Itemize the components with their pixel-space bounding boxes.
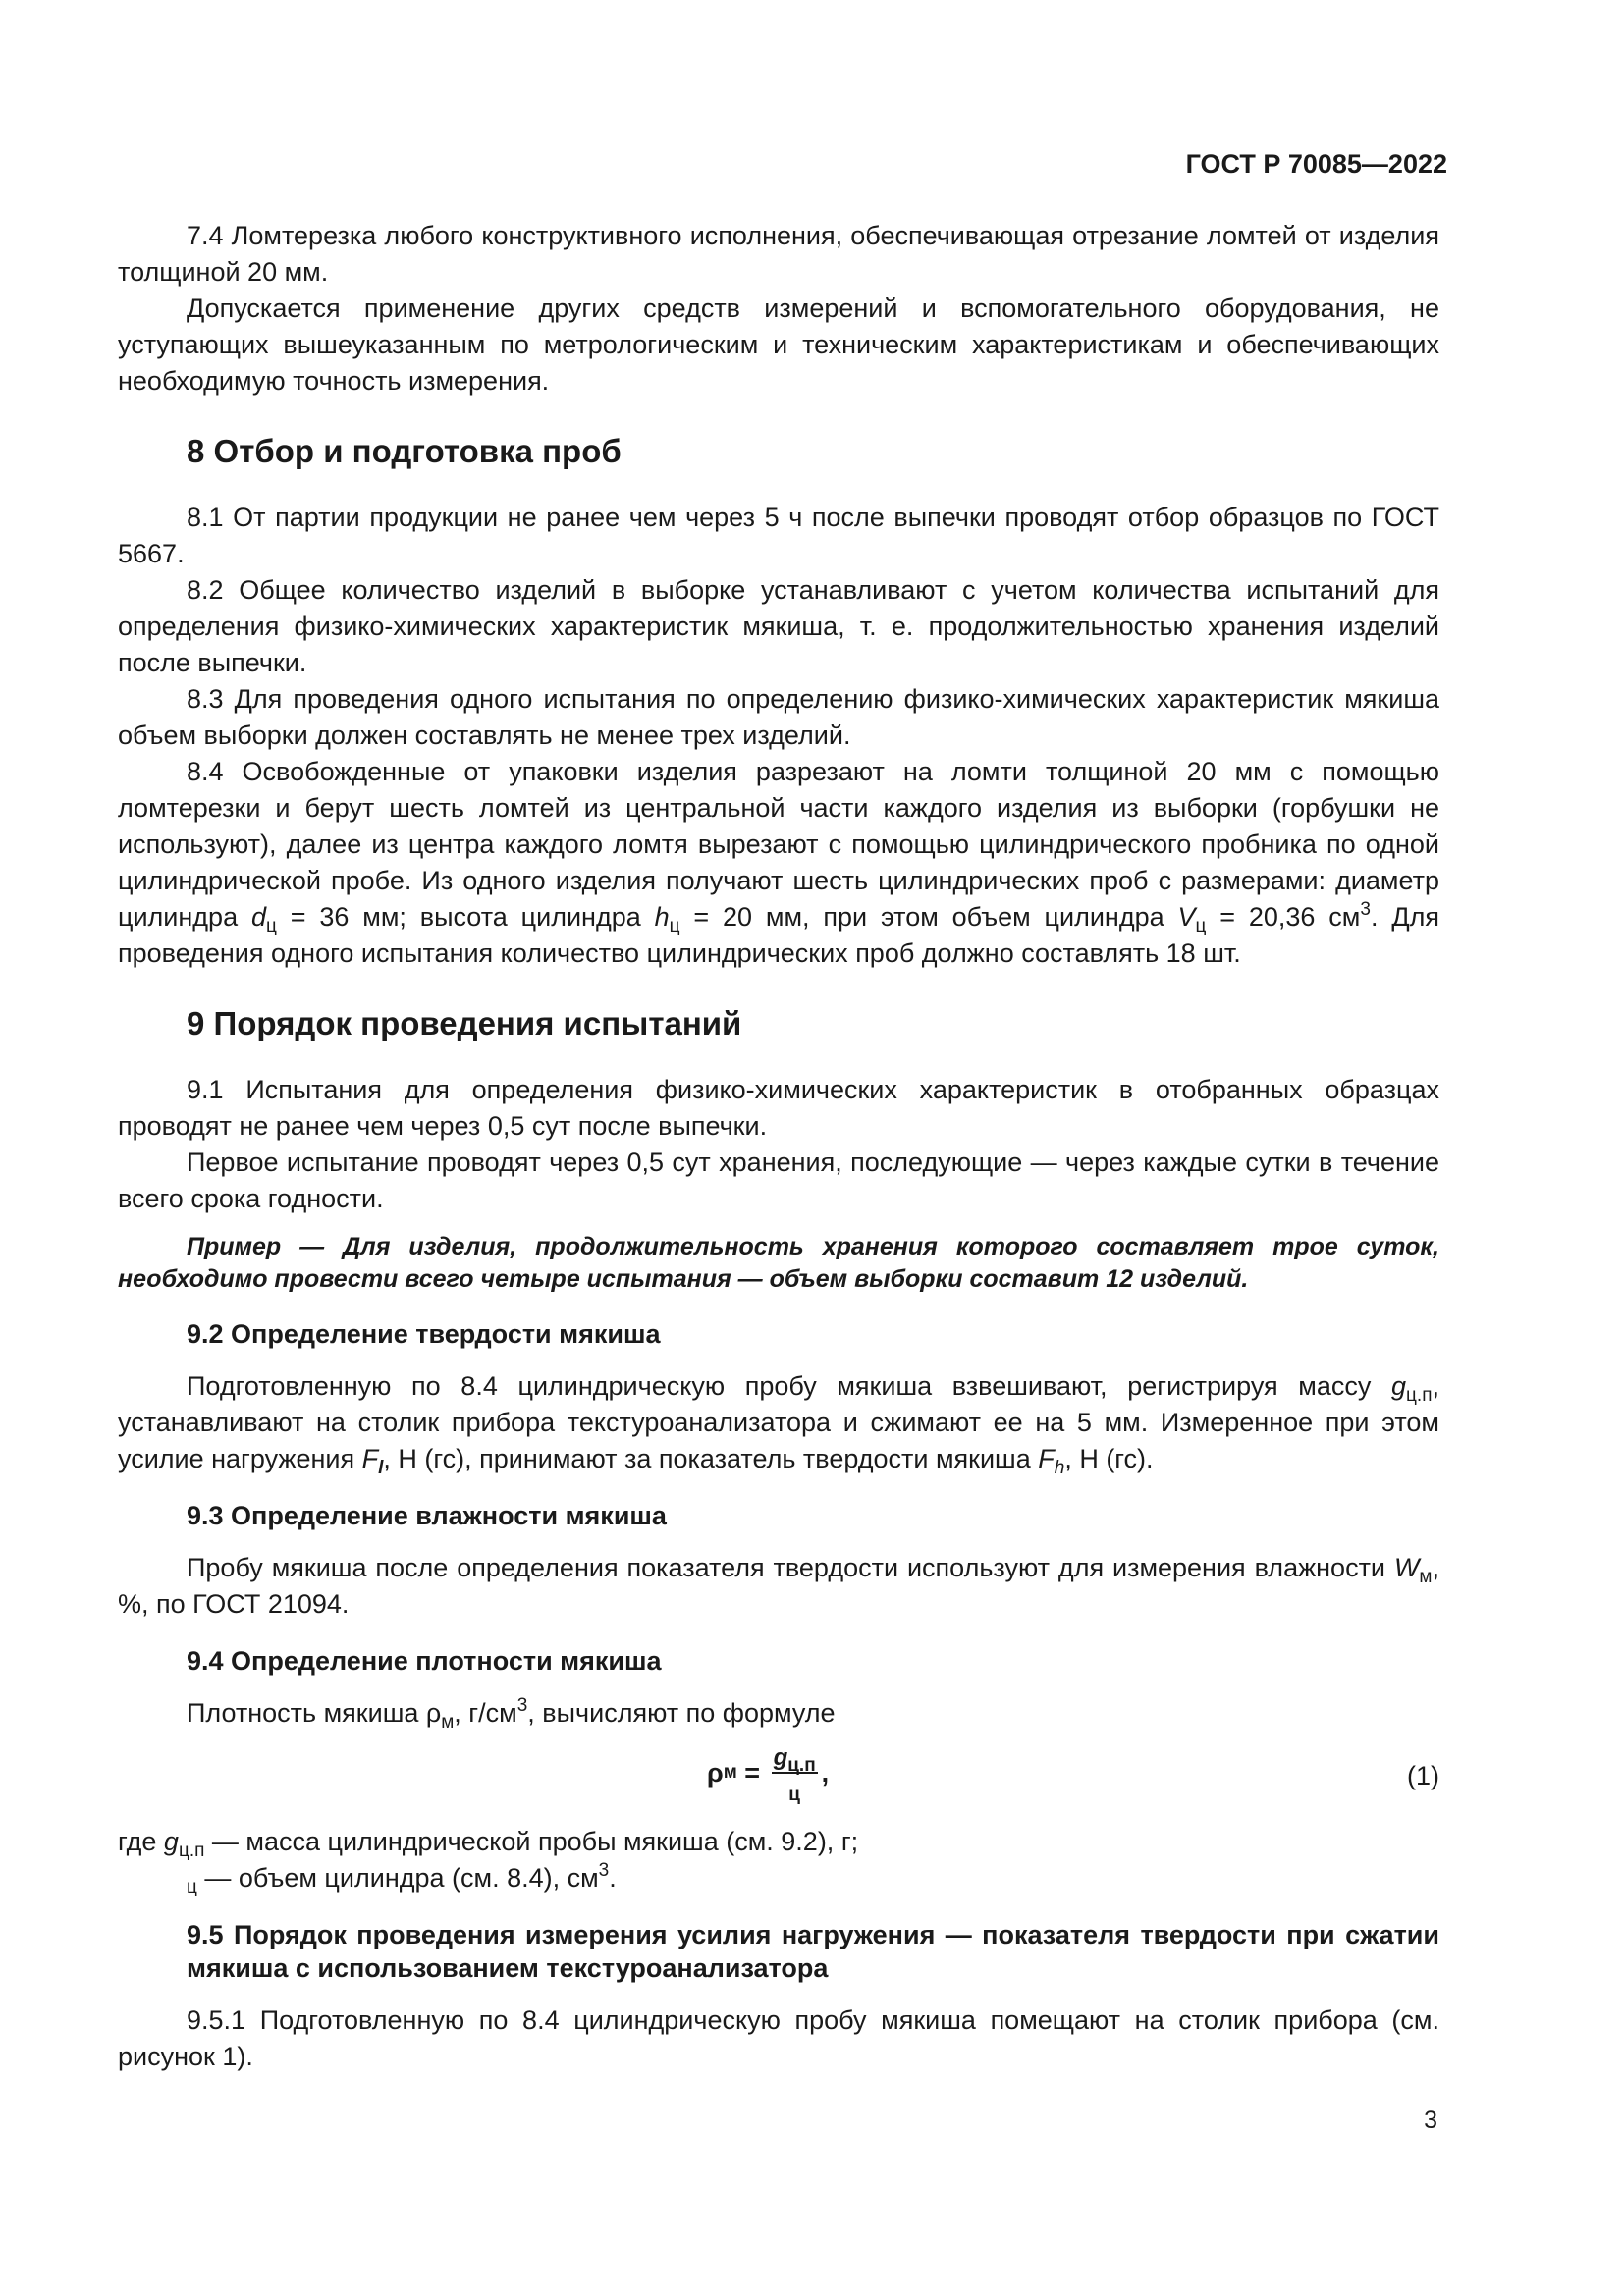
paragraph-9-4: Плотность мякиша $\rho_м$, $г/см^3$, вычисляют по формуле [187, 1695, 836, 1733]
formula-1 [118, 1745, 1439, 1808]
paragraph-8-4: 8.4 Освобожденные от упаковки изделия разрезают на ломти толщиной 20 мм с помощью ломтерезки и берут шесть ломтей из центральной части каждого изделия из выборки (горбушки не используют), далее из центра каждого ломтя вырезают с помощью цилиндрического пробника по одной цилиндрической пробе. Из одного изделия получают шесть цилиндрических проб с размерами: диаметр цилиндра $d_ц = 36$ мм; высота цилиндра $h_ц = 20$ мм, при этом объем цилиндра $V_ц = 20,36$ $см^3$. Для проведения одного испытания количество цилиндрических проб должно составлять 18 шт. [118, 757, 1439, 968]
paragraph-first-test: Первое испытание проводят через 0,5 сут хранения, последующие — через каждые сутки в течение всего срока годности. [118, 1148, 1439, 1213]
subsection-9-2-heading: 9.2 Определение твердости мякиша [187, 1319, 661, 1349]
document-code-header: ГОСТ Р 70085—2022 [1185, 149, 1447, 179]
paragraph-9-2: Подготовленную по 8.4 цилиндрическую пробу мякиша взвешивают, регистрируя массу $g_{ц.п}$, устанавливают на столик прибора текстуроанализатора и сжимают ее на 5 мм. Измеренное при этом усилие нагружения $F_l$, Н (гс), принимают за показатель твердости мякиша $F_h$, Н (гс). [118, 1371, 1439, 1478]
paragraph-allowed-alternatives: Допускается применение других средств измерений и вспомогательного оборудования, не уступающих вышеуказанным по метрологическим и техническим характеристикам и обеспечивающих необходимую точность измерения. [118, 294, 1439, 396]
paragraph-8-1: 8.1 От партии продукции не ранее чем через 5 ч после выпечки проводят отбор образцов по ГОСТ 5667. [118, 503, 1439, 568]
formula-fraction: $\frac{g_{ц.п}}{_ц}$ [773, 1744, 816, 1805]
paragraph-7-4: 7.4 Ломтерезка любого конструктивного исполнения, обеспечивающая отрезание ломтей от изделия толщиной 20 мм. [118, 221, 1439, 287]
paragraph-9-1: 9.1 Испытания для определения физико-химических характеристик в отобранных образцах проводят не ранее чем через 0,5 сут после выпечки. [118, 1075, 1439, 1141]
where-line-v: $_ц$ — объем цилиндра (см. 8.4), $см^3$. [187, 1860, 617, 1897]
paragraph-8-2: 8.2 Общее количество изделий в выборке устанавливают с учетом количества испытаний для определения физико-химических характеристик мякиша, т. е. продолжительностью хранения изделий после выпечки. [118, 575, 1439, 677]
formula-number: (1) [1407, 1761, 1439, 1790]
document-body [118, 218, 1439, 2075]
subsection-9-4-heading: 9.4 Определение плотности мякиша [187, 1646, 662, 1676]
example-note: Пример — Для изделия, продолжительность хранения которого составляет трое суток, необходимо провести всего четыре испытания — объем выборки составит 12 изделий. [118, 1233, 1439, 1293]
subsection-9-5-heading: 9.5 Порядок проведения измерения усилия нагружения — показателя твердости при сжатии мякиша с использованием текстуроанализатора [187, 1920, 1439, 1983]
where-line-g: где $g_{ц.п}$ — масса цилиндрической пробы мякиша (см. 9.2), г; [118, 1827, 859, 1861]
section-8-heading: 8 Отбор и подготовка проб [187, 433, 622, 469]
section-9-heading: 9 Порядок проведения испытаний [187, 1005, 742, 1041]
page-number: 3 [1424, 2107, 1437, 2134]
density-formula: ρ м = $\frac{g_{ц.п}}{_ц}$ , [707, 1744, 830, 1805]
subsection-9-3-heading: 9.3 Определение влажности мякиша [187, 1501, 667, 1530]
paragraph-9-3: Пробу мякиша после определения показателя твердости используют для измерения влажности $W_м$, %, по ГОСТ 21094. [118, 1553, 1439, 1619]
paragraph-8-3: 8.3 Для проведения одного испытания по определению физико-химических характеристик мякиша объем выборки должен составлять не менее трех изделий. [118, 684, 1439, 750]
paragraph-9-5-1: 9.5.1 Подготовленную по 8.4 цилиндрическую пробу мякиша помещают на столик прибора (см. рисунок 1). [118, 2005, 1439, 2071]
